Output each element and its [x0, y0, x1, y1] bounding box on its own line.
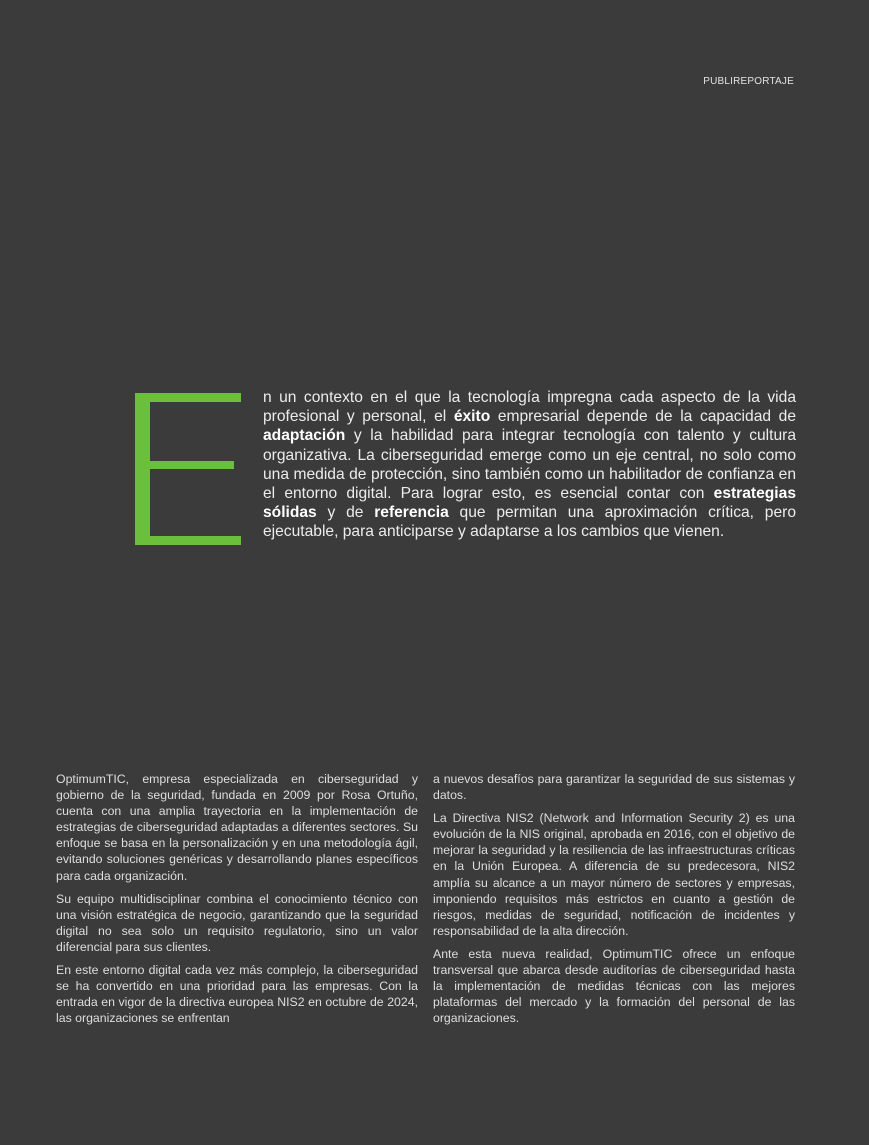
intro-paragraph — [263, 388, 796, 542]
body-paragraph: En este entorno digital cada vez más complejo, la ciberseguridad se ha convertido en una prioridad para las empresas. Con la entrada en vigor de la directiva europea NIS2 en octubre de 2024, las organizaciones se enfrentan — [56, 963, 418, 1026]
intro-emphasis: adaptación — [263, 427, 346, 445]
intro-text: n un contexto en el que la tecnología impregna cada aspecto de la vida profesional y personal, el — [263, 389, 796, 426]
intro-text: empresarial depende de la capacidad de — [490, 408, 796, 426]
body-paragraph: Ante esta nueva realidad, OptimumTIC ofrece un enfoque transversal que abarca desde auditorías de ciberseguridad hasta la implementación de medidas técnicas con las mejores plataformas del mercado y la formación del personal de las organizaciones. — [433, 946, 795, 1026]
intro-emphasis: referencia — [374, 504, 449, 522]
section-label: PUBLIREPORTAJE — [703, 76, 794, 87]
drop-cap-bottom-bar — [135, 536, 241, 545]
intro-text: y la habilidad para integrar tecnología con talento y cultura organizativa. La ciberseguridad emerge como un eje central, no solo como una medida de protección, sino también como un habilitador de confianza en el entorno digital. Para lograr esto, es esencial contar con — [263, 427, 796, 503]
drop-cap-stem — [135, 393, 150, 545]
drop-cap-top-bar — [135, 393, 241, 402]
body-column-right — [433, 771, 795, 1033]
body-paragraph: Su equipo multidisciplinar combina el conocimiento técnico con una visión estratégica de negocio, garantizando que la seguridad digital no sea solo un requisito regulatorio, sino un valor diferencial para sus clientes. — [56, 891, 418, 954]
body-paragraph: La Directiva NIS2 (Network and Information Security 2) es una evolución de la NIS original, aprobada en 2016, con el objetivo de mejorar la seguridad y la resiliencia de las infraestructuras críticas en la Unión Europea. A diferencia de su predecesora, NIS2 amplía su alcance a un mayor número de sectores y empresas, imponiendo requisitos más estrictos en cuanto a gestión de riesgos, medidas de seguridad, notificación de incidentes y responsabilidad de la alta dirección. — [433, 811, 795, 938]
body-column-left — [56, 771, 418, 1033]
intro-text: y de — [316, 504, 375, 522]
drop-cap-middle-bar — [135, 461, 234, 469]
intro-emphasis: éxito — [453, 408, 491, 426]
intro-emphasis: estrategias sólidas — [263, 485, 796, 522]
body-paragraph: OptimumTIC, empresa especializada en ciberseguridad y gobierno de la seguridad, fundada en 2009 por Rosa Ortuño, cuenta con una amplia trayectoria en la implementación de estrategias de ciberseguridad adaptadas a diferentes sectores. Su enfoque se basa en la personalización y en una metodología ágil, evitando soluciones genéricas y desarrollando planes específicos para cada organización. — [56, 772, 418, 883]
drop-cap-letter — [135, 393, 241, 545]
body-paragraph: a nuevos desafíos para garantizar la seguridad de sus sistemas y datos. — [433, 772, 795, 803]
intro-text: que permitan una aproximación crítica, pero ejecutable, para anticiparse y adaptarse a los cambios que vienen. — [263, 504, 796, 541]
